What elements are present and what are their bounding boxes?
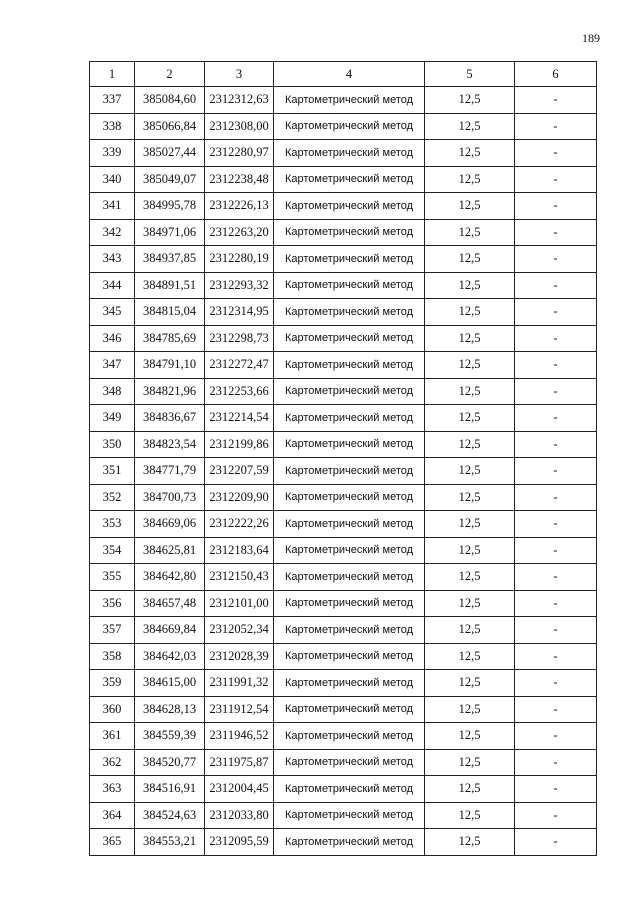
- table-row: [90, 166, 597, 193]
- point-number-cell: 361: [90, 723, 135, 750]
- method-cell: Картометрический метод: [274, 511, 425, 538]
- y-coordinate-cell: 2312052,34: [205, 617, 274, 644]
- note-cell: -: [515, 723, 597, 750]
- note-cell: -: [515, 537, 597, 564]
- point-number-cell: 356: [90, 590, 135, 617]
- table-row: [90, 590, 597, 617]
- accuracy-cell: 12,5: [425, 140, 515, 167]
- accuracy-cell: 12,5: [425, 113, 515, 140]
- accuracy-cell: 12,5: [425, 458, 515, 485]
- x-coordinate-cell: 385027,44: [135, 140, 205, 167]
- x-coordinate-cell: 384516,91: [135, 776, 205, 803]
- method-cell: Картометрический метод: [274, 246, 425, 273]
- note-cell: -: [515, 511, 597, 538]
- y-coordinate-cell: 2312308,00: [205, 113, 274, 140]
- header-cell: 2: [135, 62, 205, 87]
- point-number-cell: 348: [90, 378, 135, 405]
- point-number-cell: 338: [90, 113, 135, 140]
- y-coordinate-cell: 2312222,26: [205, 511, 274, 538]
- header-cell: 3: [205, 62, 274, 87]
- accuracy-cell: 12,5: [425, 723, 515, 750]
- method-cell: Картометрический метод: [274, 484, 425, 511]
- x-coordinate-cell: 384791,10: [135, 352, 205, 379]
- accuracy-cell: 12,5: [425, 352, 515, 379]
- table-row: [90, 617, 597, 644]
- point-number-cell: 353: [90, 511, 135, 538]
- point-number-cell: 347: [90, 352, 135, 379]
- method-cell: Картометрический метод: [274, 378, 425, 405]
- note-cell: -: [515, 749, 597, 776]
- accuracy-cell: 12,5: [425, 325, 515, 352]
- x-coordinate-cell: 384971,06: [135, 219, 205, 246]
- point-number-cell: 364: [90, 802, 135, 829]
- point-number-cell: 360: [90, 696, 135, 723]
- note-cell: -: [515, 776, 597, 803]
- table-row: [90, 829, 597, 856]
- table-row: [90, 272, 597, 299]
- note-cell: -: [515, 564, 597, 591]
- note-cell: -: [515, 193, 597, 220]
- x-coordinate-cell: 385049,07: [135, 166, 205, 193]
- method-cell: Картометрический метод: [274, 405, 425, 432]
- y-coordinate-cell: 2312312,63: [205, 87, 274, 114]
- note-cell: -: [515, 484, 597, 511]
- y-coordinate-cell: 2312150,43: [205, 564, 274, 591]
- method-cell: Картометрический метод: [274, 193, 425, 220]
- y-coordinate-cell: 2312199,86: [205, 431, 274, 458]
- table-row: [90, 378, 597, 405]
- note-cell: -: [515, 829, 597, 856]
- accuracy-cell: 12,5: [425, 378, 515, 405]
- y-coordinate-cell: 2312004,45: [205, 776, 274, 803]
- page-number: 189: [582, 31, 600, 45]
- method-cell: Картометрический метод: [274, 87, 425, 114]
- note-cell: -: [515, 352, 597, 379]
- x-coordinate-cell: 384771,79: [135, 458, 205, 485]
- table-row: [90, 140, 597, 167]
- point-number-cell: 362: [90, 749, 135, 776]
- method-cell: Картометрический метод: [274, 272, 425, 299]
- point-number-cell: 349: [90, 405, 135, 432]
- table-row: [90, 802, 597, 829]
- point-number-cell: 350: [90, 431, 135, 458]
- table-row: [90, 193, 597, 220]
- accuracy-cell: 12,5: [425, 246, 515, 273]
- method-cell: Картометрический метод: [274, 696, 425, 723]
- point-number-cell: 354: [90, 537, 135, 564]
- x-coordinate-cell: 385084,60: [135, 87, 205, 114]
- accuracy-cell: 12,5: [425, 431, 515, 458]
- table-row: [90, 405, 597, 432]
- y-coordinate-cell: 2312095,59: [205, 829, 274, 856]
- y-coordinate-cell: 2311975,87: [205, 749, 274, 776]
- accuracy-cell: 12,5: [425, 643, 515, 670]
- method-cell: Картометрический метод: [274, 670, 425, 697]
- note-cell: -: [515, 140, 597, 167]
- y-coordinate-cell: 2312209,90: [205, 484, 274, 511]
- point-number-cell: 357: [90, 617, 135, 644]
- point-number-cell: 341: [90, 193, 135, 220]
- table-row: [90, 511, 597, 538]
- coordinates-table: [89, 61, 597, 856]
- note-cell: -: [515, 219, 597, 246]
- x-coordinate-cell: 384823,54: [135, 431, 205, 458]
- accuracy-cell: 12,5: [425, 166, 515, 193]
- x-coordinate-cell: 384657,48: [135, 590, 205, 617]
- y-coordinate-cell: 2311912,54: [205, 696, 274, 723]
- accuracy-cell: 12,5: [425, 829, 515, 856]
- x-coordinate-cell: 384628,13: [135, 696, 205, 723]
- table-row: [90, 696, 597, 723]
- method-cell: Картометрический метод: [274, 166, 425, 193]
- note-cell: -: [515, 87, 597, 114]
- header-cell: 1: [90, 62, 135, 87]
- header-cell: 5: [425, 62, 515, 87]
- x-coordinate-cell: 385066,84: [135, 113, 205, 140]
- y-coordinate-cell: 2312207,59: [205, 458, 274, 485]
- note-cell: -: [515, 405, 597, 432]
- table-row: [90, 643, 597, 670]
- table-body: [90, 87, 597, 856]
- y-coordinate-cell: 2312314,95: [205, 299, 274, 326]
- accuracy-cell: 12,5: [425, 299, 515, 326]
- accuracy-cell: 12,5: [425, 617, 515, 644]
- x-coordinate-cell: 384815,04: [135, 299, 205, 326]
- note-cell: -: [515, 166, 597, 193]
- point-number-cell: 358: [90, 643, 135, 670]
- method-cell: Картометрический метод: [274, 113, 425, 140]
- table-row: [90, 749, 597, 776]
- accuracy-cell: 12,5: [425, 670, 515, 697]
- y-coordinate-cell: 2311991,32: [205, 670, 274, 697]
- point-number-cell: 359: [90, 670, 135, 697]
- accuracy-cell: 12,5: [425, 537, 515, 564]
- y-coordinate-cell: 2312272,47: [205, 352, 274, 379]
- accuracy-cell: 12,5: [425, 590, 515, 617]
- accuracy-cell: 12,5: [425, 219, 515, 246]
- header-cell: 6: [515, 62, 597, 87]
- y-coordinate-cell: 2312263,20: [205, 219, 274, 246]
- table-row: [90, 670, 597, 697]
- x-coordinate-cell: 384669,06: [135, 511, 205, 538]
- table-row: [90, 431, 597, 458]
- accuracy-cell: 12,5: [425, 776, 515, 803]
- x-coordinate-cell: 384559,39: [135, 723, 205, 750]
- point-number-cell: 355: [90, 564, 135, 591]
- header-row: [90, 62, 597, 87]
- y-coordinate-cell: 2312183,64: [205, 537, 274, 564]
- note-cell: -: [515, 802, 597, 829]
- point-number-cell: 337: [90, 87, 135, 114]
- x-coordinate-cell: 384642,03: [135, 643, 205, 670]
- note-cell: -: [515, 272, 597, 299]
- table-row: [90, 219, 597, 246]
- method-cell: Картометрический метод: [274, 802, 425, 829]
- table-row: [90, 246, 597, 273]
- x-coordinate-cell: 384615,00: [135, 670, 205, 697]
- x-coordinate-cell: 384520,77: [135, 749, 205, 776]
- note-cell: -: [515, 246, 597, 273]
- table-row: [90, 564, 597, 591]
- method-cell: Картометрический метод: [274, 299, 425, 326]
- note-cell: -: [515, 458, 597, 485]
- accuracy-cell: 12,5: [425, 749, 515, 776]
- y-coordinate-cell: 2312298,73: [205, 325, 274, 352]
- table-header: [90, 62, 597, 87]
- point-number-cell: 365: [90, 829, 135, 856]
- y-coordinate-cell: 2312101,00: [205, 590, 274, 617]
- x-coordinate-cell: 384700,73: [135, 484, 205, 511]
- accuracy-cell: 12,5: [425, 802, 515, 829]
- x-coordinate-cell: 384524,63: [135, 802, 205, 829]
- y-coordinate-cell: 2311946,52: [205, 723, 274, 750]
- method-cell: Картометрический метод: [274, 352, 425, 379]
- table-row: [90, 113, 597, 140]
- method-cell: Картометрический метод: [274, 140, 425, 167]
- y-coordinate-cell: 2312226,13: [205, 193, 274, 220]
- note-cell: -: [515, 431, 597, 458]
- table-row: [90, 723, 597, 750]
- table-row: [90, 776, 597, 803]
- accuracy-cell: 12,5: [425, 511, 515, 538]
- header-cell: 4: [274, 62, 425, 87]
- point-number-cell: 345: [90, 299, 135, 326]
- x-coordinate-cell: 384785,69: [135, 325, 205, 352]
- table-row: [90, 325, 597, 352]
- point-number-cell: 340: [90, 166, 135, 193]
- point-number-cell: 343: [90, 246, 135, 273]
- y-coordinate-cell: 2312253,66: [205, 378, 274, 405]
- accuracy-cell: 12,5: [425, 87, 515, 114]
- x-coordinate-cell: 384836,67: [135, 405, 205, 432]
- accuracy-cell: 12,5: [425, 564, 515, 591]
- method-cell: Картометрический метод: [274, 537, 425, 564]
- point-number-cell: 352: [90, 484, 135, 511]
- x-coordinate-cell: 384553,21: [135, 829, 205, 856]
- point-number-cell: 346: [90, 325, 135, 352]
- note-cell: -: [515, 590, 597, 617]
- method-cell: Картометрический метод: [274, 564, 425, 591]
- note-cell: -: [515, 696, 597, 723]
- x-coordinate-cell: 384821,96: [135, 378, 205, 405]
- method-cell: Картометрический метод: [274, 617, 425, 644]
- y-coordinate-cell: 2312293,32: [205, 272, 274, 299]
- note-cell: -: [515, 670, 597, 697]
- y-coordinate-cell: 2312280,19: [205, 246, 274, 273]
- method-cell: Картометрический метод: [274, 219, 425, 246]
- table-row: [90, 484, 597, 511]
- method-cell: Картометрический метод: [274, 643, 425, 670]
- note-cell: -: [515, 325, 597, 352]
- y-coordinate-cell: 2312214,54: [205, 405, 274, 432]
- y-coordinate-cell: 2312280,97: [205, 140, 274, 167]
- point-number-cell: 351: [90, 458, 135, 485]
- y-coordinate-cell: 2312033,80: [205, 802, 274, 829]
- y-coordinate-cell: 2312028,39: [205, 643, 274, 670]
- method-cell: Картометрический метод: [274, 723, 425, 750]
- note-cell: -: [515, 378, 597, 405]
- table-row: [90, 458, 597, 485]
- accuracy-cell: 12,5: [425, 484, 515, 511]
- table-row: [90, 352, 597, 379]
- note-cell: -: [515, 643, 597, 670]
- accuracy-cell: 12,5: [425, 193, 515, 220]
- point-number-cell: 342: [90, 219, 135, 246]
- accuracy-cell: 12,5: [425, 696, 515, 723]
- table-row: [90, 299, 597, 326]
- x-coordinate-cell: 384995,78: [135, 193, 205, 220]
- method-cell: Картометрический метод: [274, 776, 425, 803]
- note-cell: -: [515, 113, 597, 140]
- method-cell: Картометрический метод: [274, 431, 425, 458]
- x-coordinate-cell: 384937,85: [135, 246, 205, 273]
- x-coordinate-cell: 384625,81: [135, 537, 205, 564]
- x-coordinate-cell: 384891,51: [135, 272, 205, 299]
- point-number-cell: 344: [90, 272, 135, 299]
- accuracy-cell: 12,5: [425, 405, 515, 432]
- method-cell: Картометрический метод: [274, 590, 425, 617]
- accuracy-cell: 12,5: [425, 272, 515, 299]
- table-row: [90, 537, 597, 564]
- note-cell: -: [515, 299, 597, 326]
- method-cell: Картометрический метод: [274, 829, 425, 856]
- y-coordinate-cell: 2312238,48: [205, 166, 274, 193]
- x-coordinate-cell: 384669,84: [135, 617, 205, 644]
- point-number-cell: 363: [90, 776, 135, 803]
- note-cell: -: [515, 617, 597, 644]
- x-coordinate-cell: 384642,80: [135, 564, 205, 591]
- table-row: [90, 87, 597, 114]
- method-cell: Картометрический метод: [274, 749, 425, 776]
- method-cell: Картометрический метод: [274, 458, 425, 485]
- method-cell: Картометрический метод: [274, 325, 425, 352]
- point-number-cell: 339: [90, 140, 135, 167]
